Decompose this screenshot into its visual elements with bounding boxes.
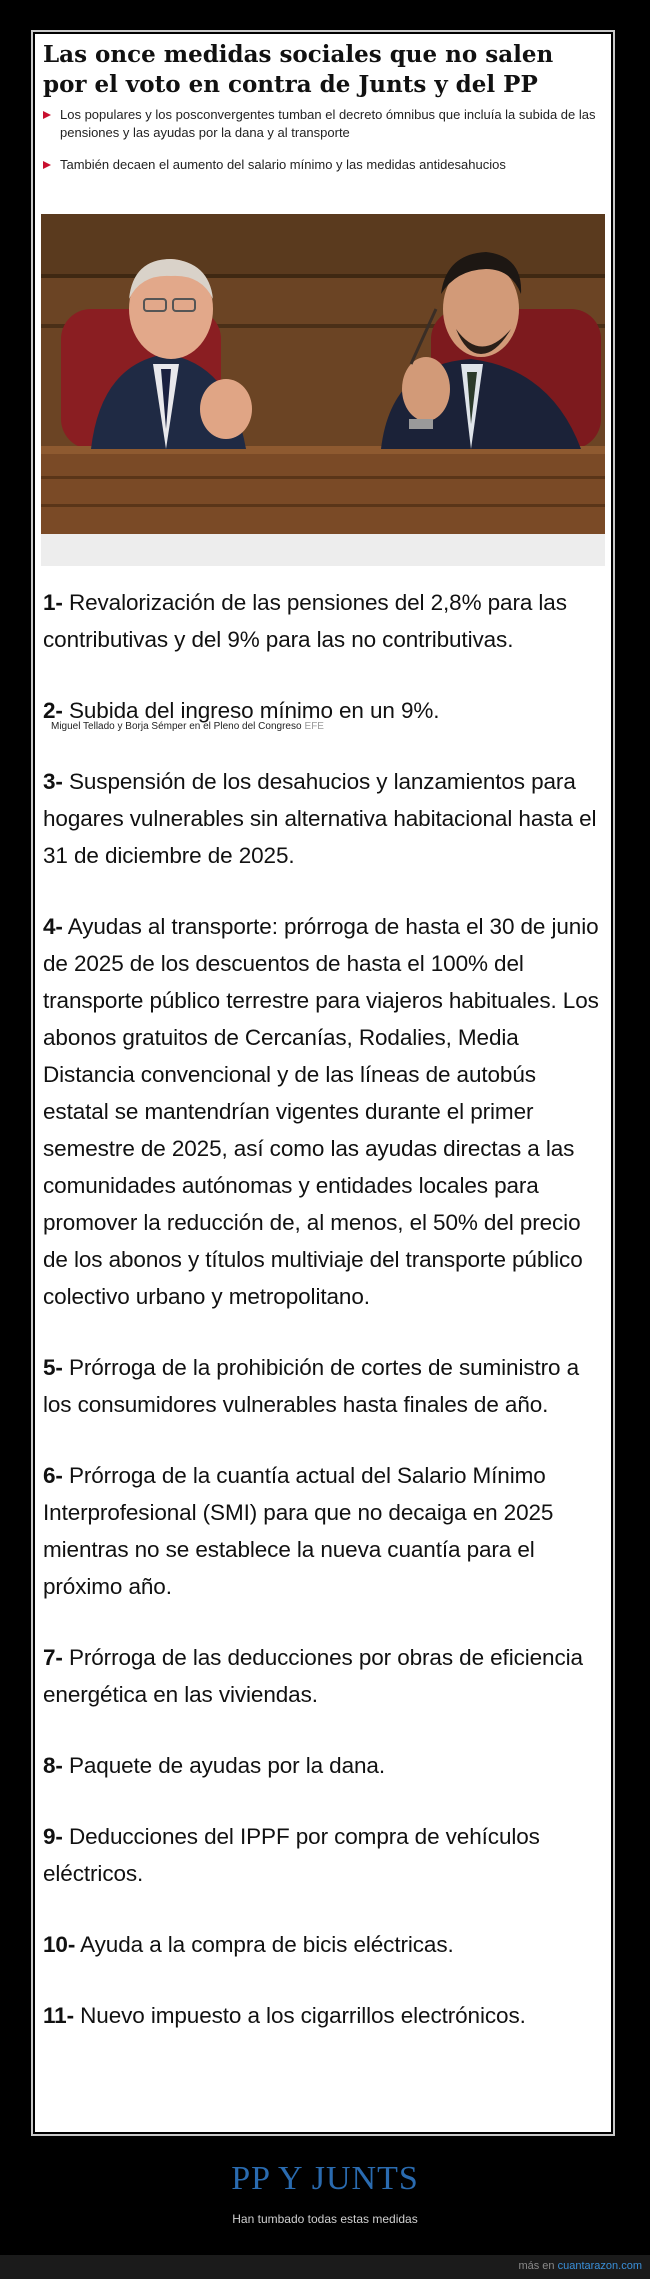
- post-card: [35, 34, 611, 2132]
- site-link[interactable]: cuantarazon.com: [557, 2260, 642, 2272]
- measure-number: 9-: [43, 1824, 63, 1849]
- subhead-item: [43, 106, 603, 142]
- measure-item: [43, 1457, 605, 1605]
- measure-text: Deducciones del IPPF por compra de vehículos eléctricos.: [43, 1824, 540, 1886]
- article-subheads: [43, 106, 603, 188]
- measure-text: Suspensión de los desahucios y lanzamientos para hogares vulnerables sin alternativa habitacional hasta el 31 de diciembre de 2025.: [43, 769, 597, 868]
- measure-number: 4-: [43, 914, 63, 939]
- bullet-triangle-icon: [43, 111, 51, 119]
- measure-text: Ayudas al transporte: prórroga de hasta el 30 de junio de 2025 de los descuentos de hasta el 100% del transporte público terrestre para viajeros habituales. Los abonos gratuitos de Cercanías, Rodalies, Media Distancia convencional y de las líneas de autobús estatal se mantendrían vigentes durante el primer semestre de 2025, así como las ayudas directas a las comunidades autónomas y entidades locales para promover la reducción de, al menos, el 50% del precio de los abonos y títulos multiviaje del transporte público colectivo urbano y metropolitano.: [43, 914, 599, 1309]
- measure-item: [43, 692, 605, 729]
- measure-text: Subida del ingreso mínimo en un 9%.: [68, 698, 440, 723]
- post-title: PP Y JUNTS: [231, 2160, 419, 2197]
- measures-list: [43, 584, 605, 2068]
- measure-item: [43, 1926, 605, 1963]
- measure-text: Nuevo impuesto a los cigarrillos electrónicos.: [80, 2003, 526, 2028]
- photo-caption-text: Miguel Tellado y Borja Sémper en el Pleno del Congreso: [51, 721, 302, 732]
- measure-item: [43, 1818, 605, 1892]
- measure-item: [43, 1639, 605, 1713]
- site-credit: [518, 2260, 642, 2272]
- credit-prefix: más en: [518, 2260, 555, 2272]
- measure-number: 1-: [43, 590, 63, 615]
- measure-item: [43, 1747, 605, 1784]
- measure-number: 3-: [43, 769, 63, 794]
- subhead-text: Los populares y los posconvergentes tumban el decreto ómnibus que incluía la subida de las pensiones y las ayudas por la dana y al transporte: [60, 107, 596, 140]
- measure-text: Revalorización de las pensiones del 2,8% para las contributivas y del 9% para las no contributivas.: [43, 590, 567, 652]
- measure-item: [43, 1349, 605, 1423]
- article-headline: Las once medidas sociales que no salen por el voto en contra de Junts y del PP: [43, 41, 554, 98]
- subhead-item: [43, 156, 603, 174]
- measure-number: 10-: [43, 1932, 76, 1957]
- measure-item: [43, 908, 605, 1315]
- measure-item: [43, 763, 605, 874]
- measure-item: [43, 584, 605, 658]
- measure-number: 2-: [43, 698, 63, 723]
- measure-number: 11-: [43, 2003, 74, 2028]
- measure-number: 6-: [43, 1463, 63, 1488]
- subhead-text: También decaen el aumento del salario mínimo y las medidas antidesahucios: [60, 157, 506, 172]
- measure-text: Prórroga de la cuantía actual del Salario Mínimo Interprofesional (SMI) para que no decaiga en 2025 mientras no se establece la nueva cuantía para el próximo año.: [43, 1463, 554, 1599]
- measure-text: Prórroga de la prohibición de cortes de suministro a los consumidores vulnerables hasta finales de año.: [43, 1355, 580, 1417]
- post-subtitle: Han tumbado todas estas medidas: [232, 2212, 418, 2226]
- site-credit-bar: [0, 2255, 650, 2279]
- measure-number: 7-: [43, 1645, 63, 1670]
- measure-text: Ayuda a la compra de bicis eléctricas.: [80, 1932, 454, 1957]
- bullet-triangle-icon: [43, 161, 51, 169]
- measure-number: 8-: [43, 1753, 63, 1778]
- photo-source: EFE: [304, 721, 324, 732]
- measure-number: 5-: [43, 1355, 63, 1380]
- measure-item: [43, 1997, 605, 2034]
- congress-photo-illustration: [41, 214, 605, 534]
- measure-text: Prórroga de las deducciones por obras de eficiencia energética en las viviendas.: [43, 1645, 583, 1707]
- measure-text: Paquete de ayudas por la dana.: [68, 1753, 385, 1778]
